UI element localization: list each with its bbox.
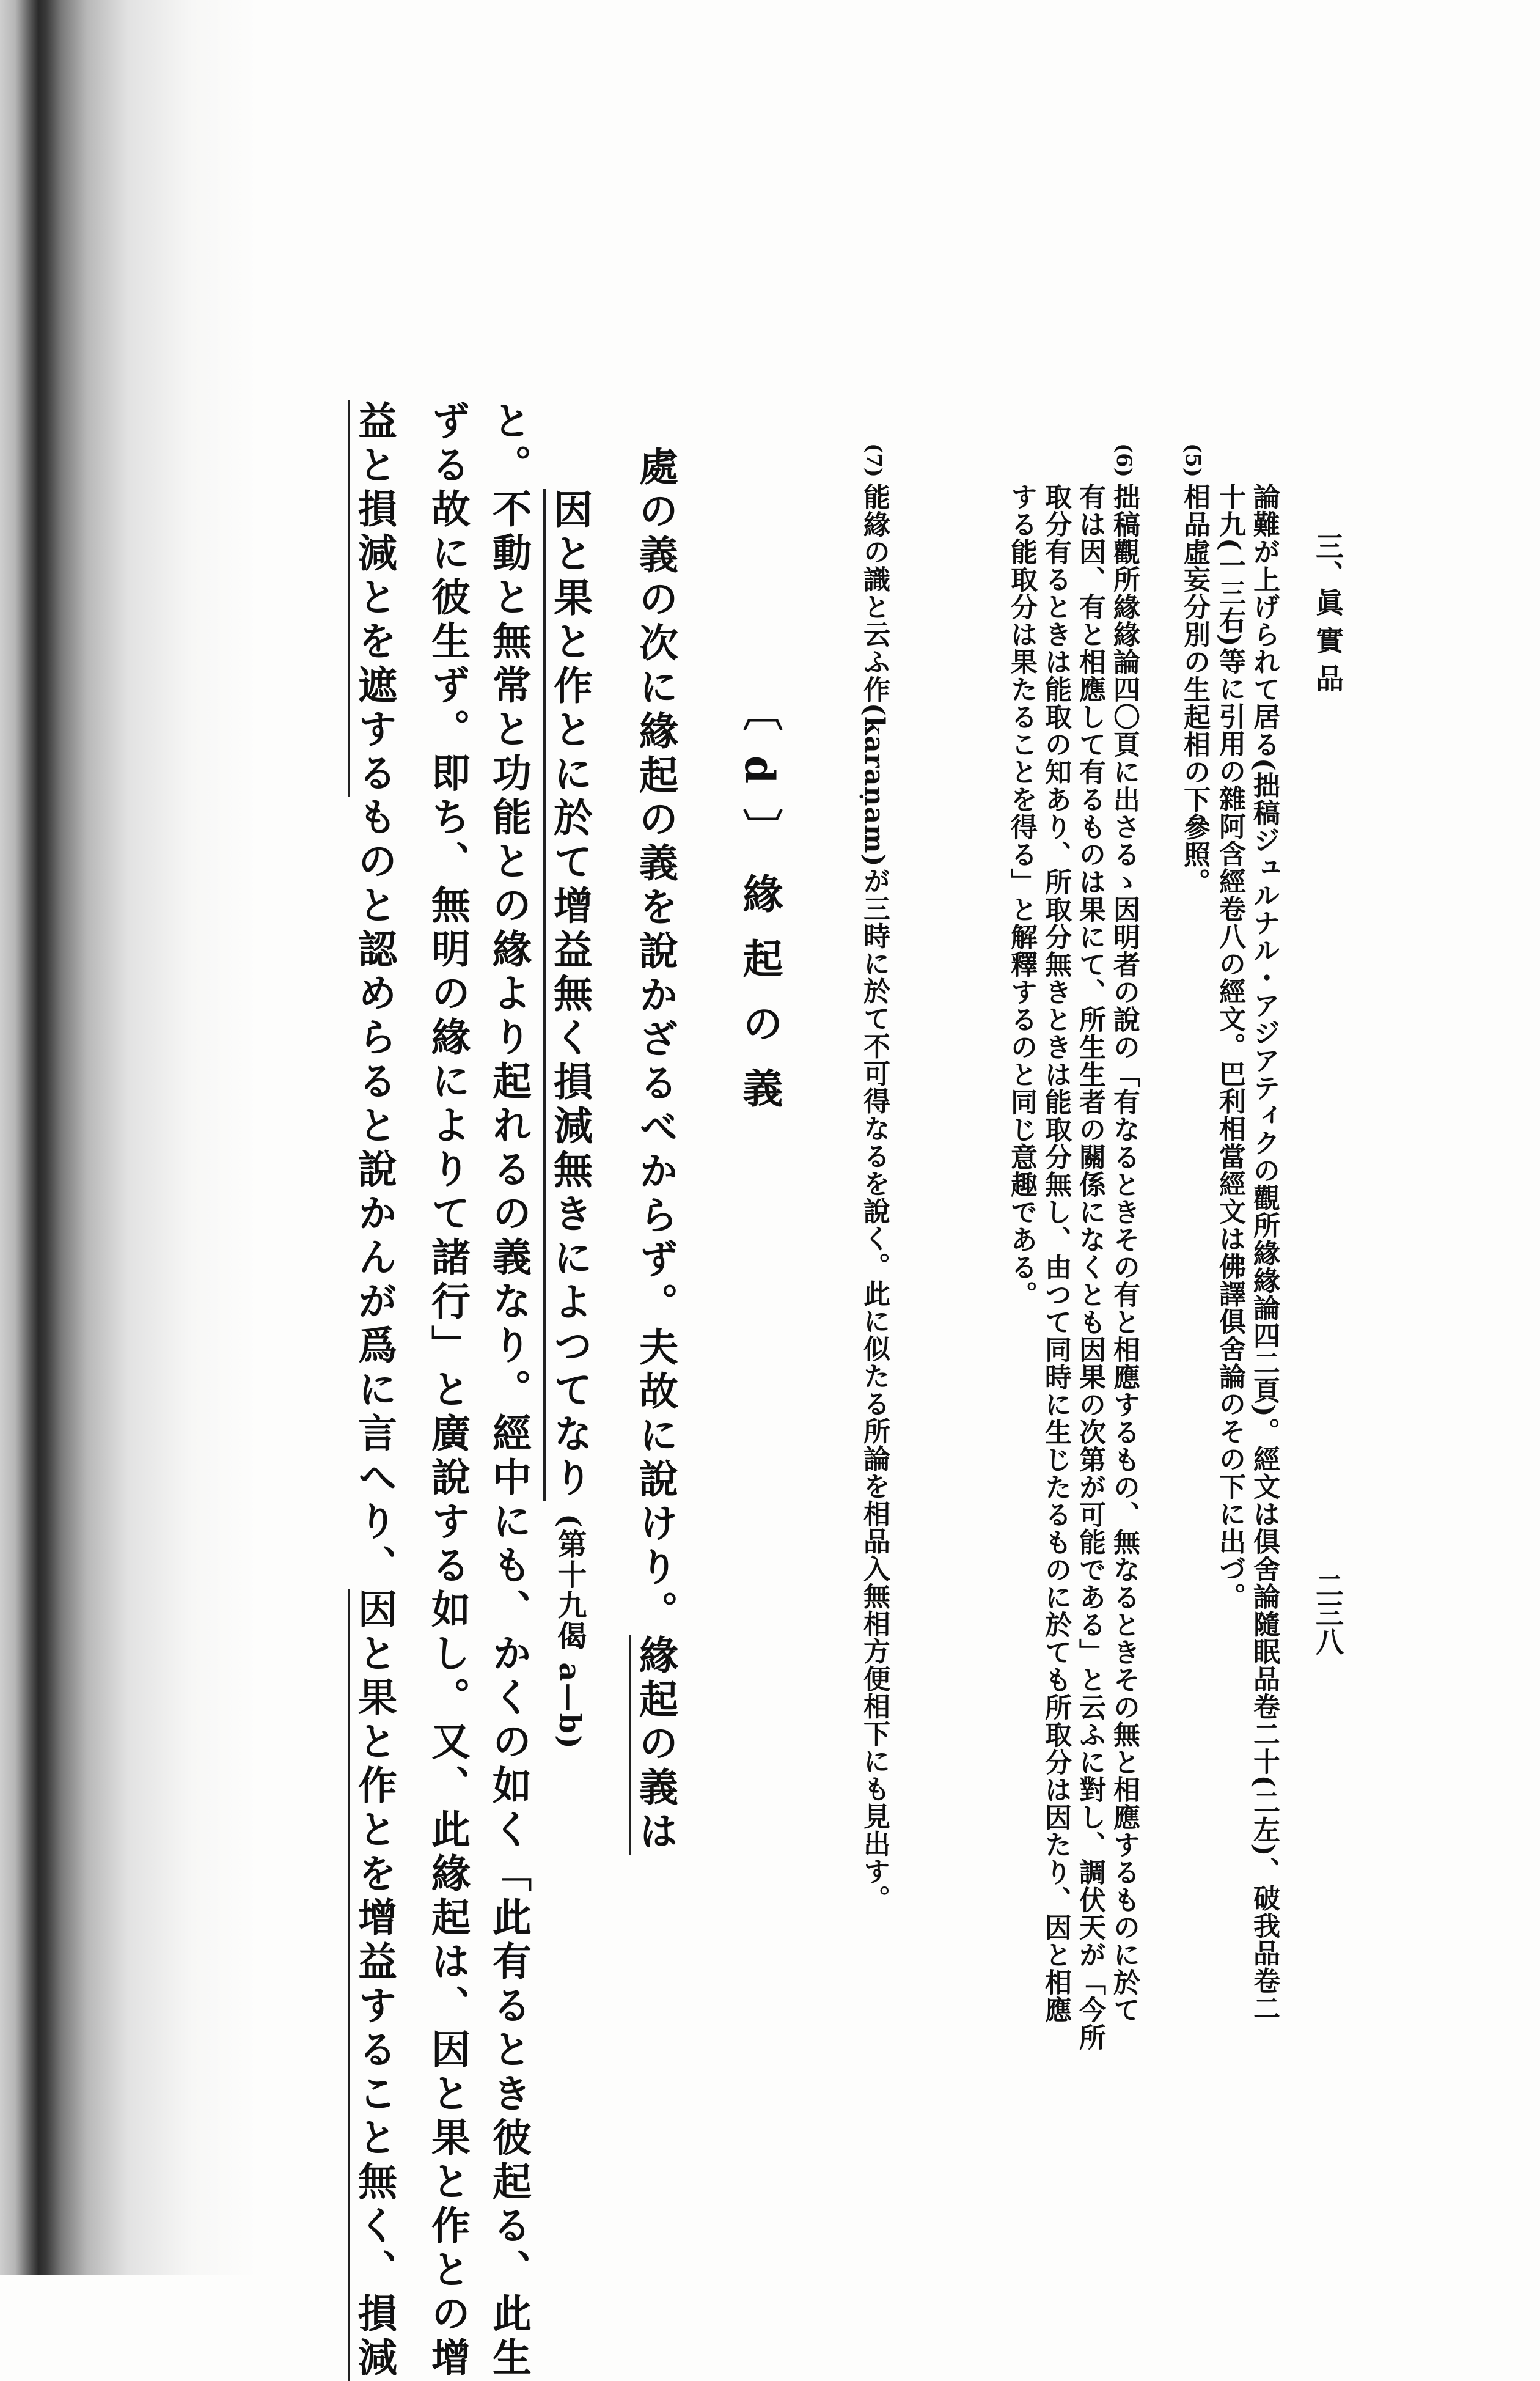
body-line xyxy=(547,489,593,1750)
body-line xyxy=(632,446,678,1855)
body-line xyxy=(351,400,397,2381)
verse-underlined: 益と損減とを遮する xyxy=(348,400,397,797)
footnote-line: 拙稿觀所緣緣論四〇頁に出さるゝ因明者の說の「有なるときその有と相應するもの、無なるときその無と相應するものに於て xyxy=(1109,483,1140,2023)
section-title: 緣起の義 xyxy=(736,873,783,1133)
running-title: 三、眞 實 品 xyxy=(1311,532,1344,693)
body-text: 處の義の次に緣起の義を說かざるべからず。夫故に說けり。 xyxy=(632,446,678,1635)
page-number: 二三八 xyxy=(1311,1571,1344,1655)
footnote-marker: (5) xyxy=(1181,443,1205,477)
footnote-marker: (7) xyxy=(862,443,886,477)
footnote-line: 有は因、有と相應して有るものは果にて、所生生者の關係になくとも因果の次第が可能である」と云ふに對し、調伏天が「今所 xyxy=(1074,483,1106,2051)
verse-underlined: 緣起の義は xyxy=(629,1635,678,1855)
footnote-line: 相品虛妄分別の生起相の下參照。 xyxy=(1179,483,1210,896)
body-text: ものと認めらると說かんが爲に言へり、 xyxy=(351,797,397,1589)
footnote-line: 十九(一三右)等に引用の雜阿含經卷八の經文。巴利相當經文は佛譯俱舍論のその下に出づ。 xyxy=(1214,483,1245,1610)
section-label: 〔d〕 xyxy=(736,691,783,874)
body-line: ずる故に彼生ず。即ち、無明の緣によりて諸行」と廣說する如し。又、此緣起は、因と果と作との增 xyxy=(425,400,471,2381)
book-binding-shadow xyxy=(0,0,257,2275)
footnote-line: 論難が上げられて居る(拙稿ジュルナル・アジアティクの觀所緣緣論四二頁)。經文は俱舍論隨眠品卷二十(二左)、破我品卷二 xyxy=(1248,483,1280,2022)
verse-underlined: 因と果と作とを增益すること無く、損減 xyxy=(348,1589,397,2381)
body-line: と。不動と無常と功能との緣より起れるの義なり。經中にも、かくの如く「此有るとき彼起る、此生 xyxy=(486,400,532,2381)
verse-reference: (第十九偈 a—b) xyxy=(552,1514,587,1750)
verse-underlined: 因と果と作とに於て增益無く損減無きによつてなり xyxy=(543,489,593,1501)
footnote-line: 取分有るときは能取の知あり、所取分無きときは能取分無し、由つて同時に生じたるものに於ても所取分は因たり、因と相應 xyxy=(1040,483,1071,2023)
footnote-line: する能取分は果たることを得る」と解釋するのと同じ意趣である。 xyxy=(1006,483,1037,1308)
footnote-marker: (6) xyxy=(1112,443,1136,477)
section-heading xyxy=(736,691,783,1133)
footnote-line: 能緣の識と云ふ作(karaṇam)が三時に於て不可得なるを說く。此に似たる所論を相品入無相方便相下にも見出す。 xyxy=(859,483,890,1913)
